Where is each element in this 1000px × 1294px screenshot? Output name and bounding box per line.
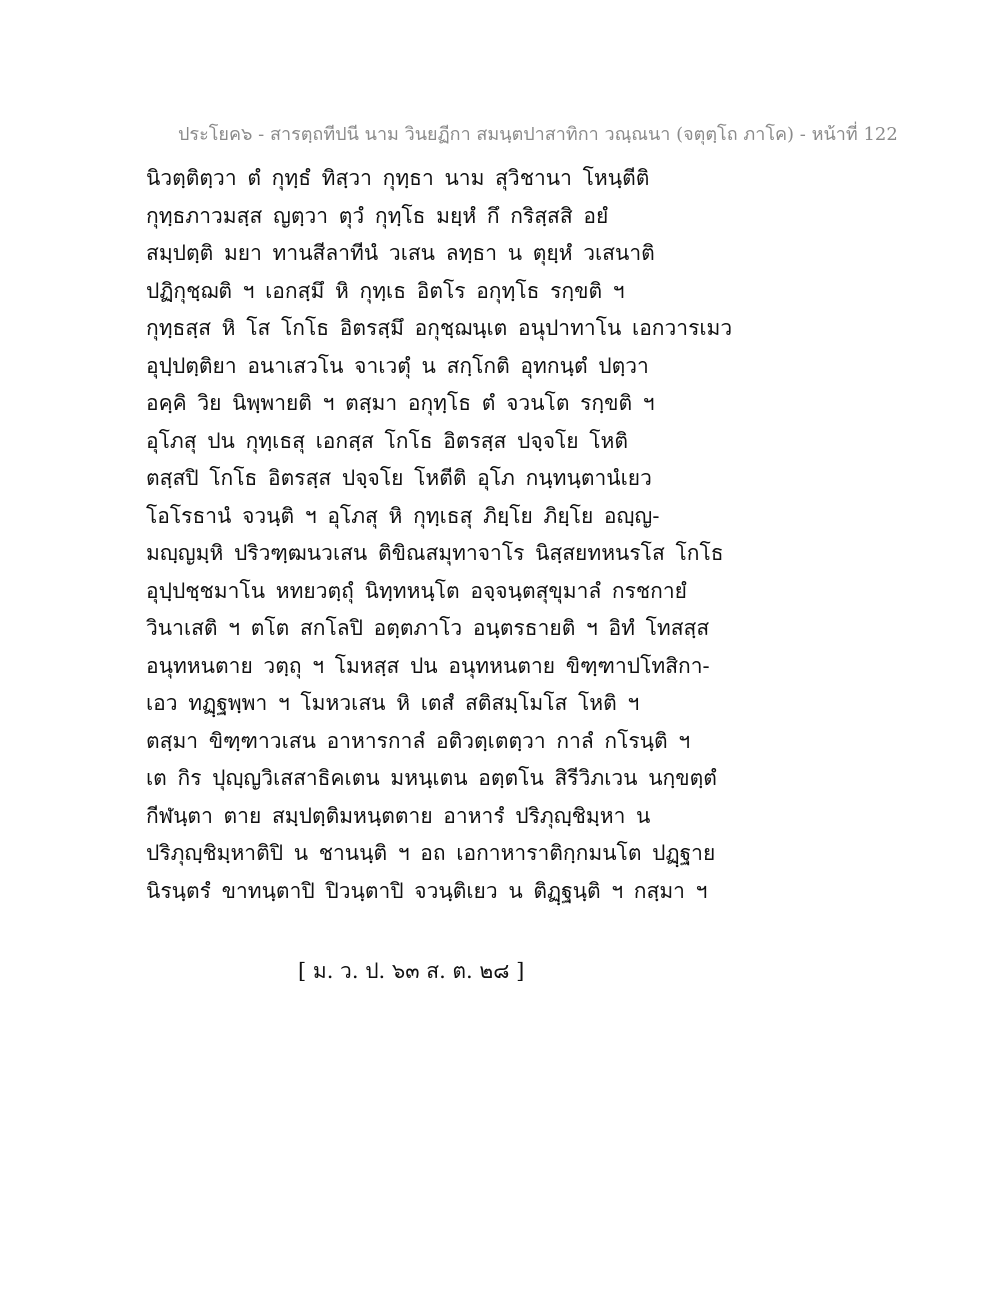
text-line: มญฺญมฺหิ ปริวฑฺฒนวเสน ติขิณสมุทาจาโร นิสฺสยทหนรโส โกโธ [146, 541, 724, 565]
text-line: นิวตฺติตฺวา ตํ กุทฺธํ ทิสฺวา กุทฺธา นาม สุวิชานา โหนฺตีติ [146, 166, 650, 190]
running-header: ประโยค๖ - สารตฺถทีปนี นาม วินยฏีกา สมนฺตปาสาทิกา วณฺณนา (จตุตฺโถ ภาโค) - หน้าที่ 122 [178, 124, 898, 145]
text-line: โอโรธานํ จวนฺติ ฯ อุโภสุ หิ กุทฺเธสุ ภิยฺโย ภิยฺโย อญฺญ- [146, 503, 660, 528]
body-text [146, 160, 866, 910]
text-line: กีฬนฺตา ตาย สมฺปตฺติมหนฺตตาย อาหารํ ปริภุญฺชิมฺหา น [146, 803, 651, 828]
text-line: วินาเสติ ฯ ตโต สกโลปิ อตฺตภาโว อนฺตรธายติ ฯ อิทํ โทสสฺส [146, 616, 710, 640]
text-line: อนุทหนตาย วตฺถุ ฯ โมหสฺส ปน อนุทหนตาย ขิฑฺฑาปโทสิกา- [146, 653, 710, 678]
text-line: ปฏิกุชฺฌติ ฯ เอกสฺมึ หิ กุทฺเธ อิตโร อกุทฺโธ รกฺขติ ฯ [146, 278, 625, 303]
text-line: นิรนฺตรํ ขาทนฺตาปิ ปิวนฺตาปิ จวนฺติเยว น ติฏฺฐนฺติ ฯ กสฺมา ฯ [146, 878, 708, 903]
text-line: สมฺปตฺติ มยา ทานสีลาทีนํ วเสน ลทฺธา น ตุยฺหํ วเสนาติ [146, 241, 655, 265]
text-line: ตสฺสปิ โกโธ อิตรสฺส ปจฺจโย โหตีติ อุโภ กนฺทนฺตานํเยว [146, 466, 652, 490]
text-line: อุปฺปตฺติยา อนาเสวโน จาเวตุํ น สกฺโกติ อุทกนฺตํ ปตฺวา [146, 353, 649, 378]
text-line: กุทฺธภาวมสฺส ญตฺวา ตุวํ กุทฺโธ มยฺหํ กึ กริสฺสสิ อยํ [146, 203, 609, 228]
text-line: ปริภุญฺชิมฺหาติปิ น ชานนฺติ ฯ อถ เอกาหาราติกฺกมนโต ปฏฺฐาย [146, 841, 716, 865]
text-line: เต กิร ปุญฺญวิเสสาธิคเตน มหนฺเตน อตฺตโน สิรีวิภเวน นกฺขตฺตํ [146, 766, 717, 790]
text-line: อุโภสุ ปน กุทฺเธสุ เอกสฺส โกโธ อิตรสฺส ปจฺจโย โหติ [146, 428, 629, 453]
text-line: ตสฺมา ขิฑฺฑาวเสน อาหารกาลํ อติวตฺเตตฺวา กาลํ กโรนฺติ ฯ [146, 728, 691, 753]
source-reference: [ ม. ว. ป. ๖๓ ส. ต. ๒๘ ] [298, 959, 525, 983]
text-line: อุปฺปชฺชมาโน หทยวตฺถุํ นิทฺทหนฺโต อจฺจนฺตสุขุมาลํ กรชกายํ [146, 578, 687, 603]
text-line: กุทฺธสฺส หิ โส โกโธ อิตรสฺมึ อกุชฺฌนฺเต อนุปาทาโน เอกวารเมว [146, 316, 733, 340]
text-line: เอว ทฏฺฐพฺพา ฯ โมหวเสน หิ เตสํ สติสมฺโมโส โหติ ฯ [146, 691, 640, 715]
text-line: อคฺคิ วิย นิพฺพายติ ฯ ตสฺมา อกุทฺโธ ตํ จวนโต รกฺขติ ฯ [146, 391, 655, 415]
